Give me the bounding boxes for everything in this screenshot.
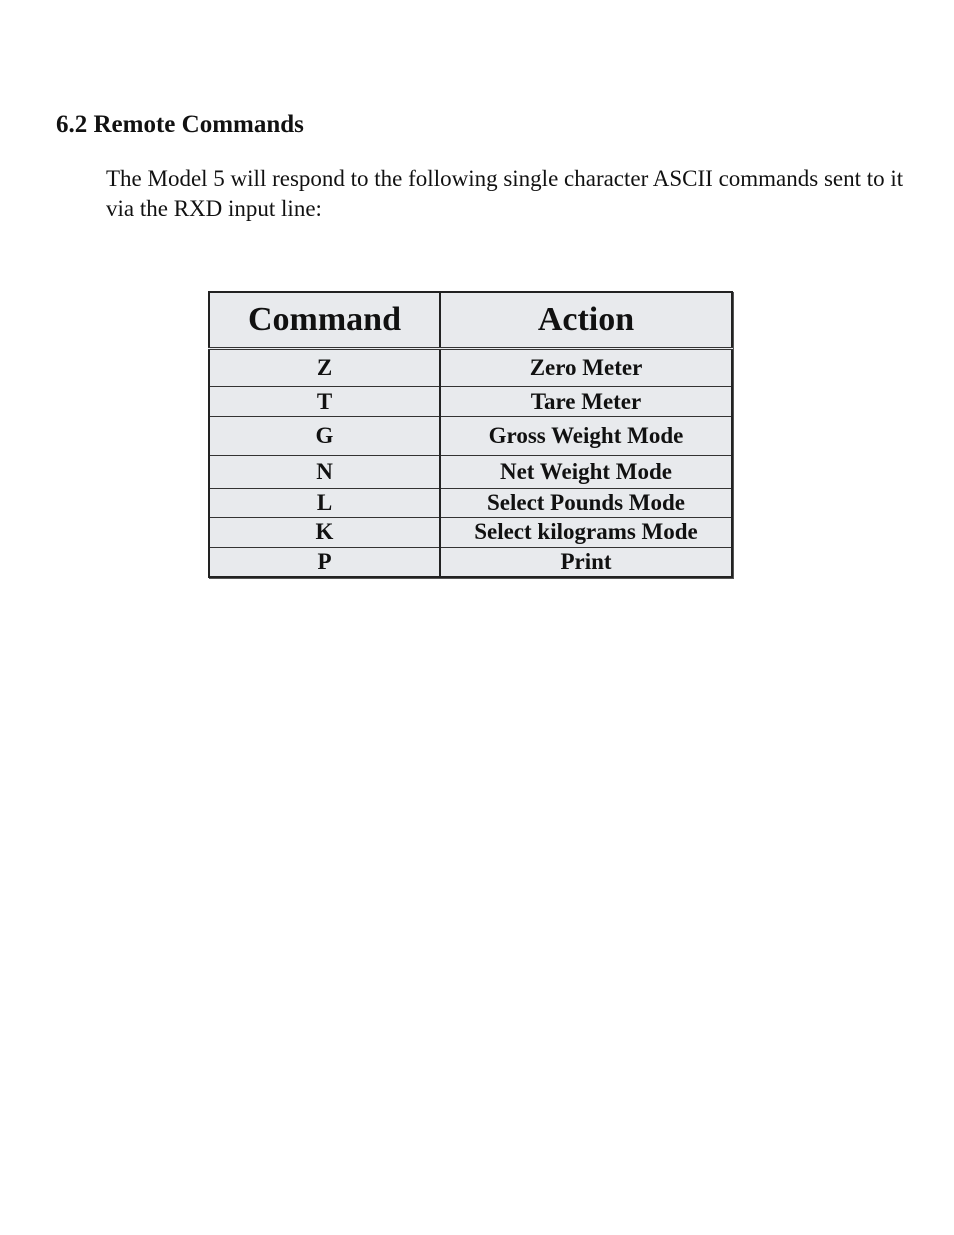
table-row	[209, 547, 732, 577]
table-row	[209, 517, 732, 547]
table-row	[209, 349, 732, 387]
command-cell: L	[209, 488, 440, 517]
section-heading: 6.2 Remote Commands	[56, 111, 304, 138]
command-cell: P	[209, 547, 440, 577]
action-cell: Gross Weight Mode	[440, 417, 732, 456]
remote-commands-table	[208, 291, 733, 578]
table-row	[209, 488, 732, 517]
command-cell: T	[209, 387, 440, 417]
intro-paragraph: The Model 5 will respond to the following single character ASCII commands sent to it via the RXD input line:	[106, 166, 904, 221]
action-cell: Tare Meter	[440, 387, 732, 417]
action-cell: Net Weight Mode	[440, 456, 732, 488]
remote-commands-table-container	[208, 291, 733, 578]
table-row	[209, 417, 732, 456]
action-cell: Select Pounds Mode	[440, 488, 732, 517]
command-column-header: Command	[209, 292, 440, 349]
command-cell: K	[209, 517, 440, 547]
action-cell: Select kilograms Mode	[440, 517, 732, 547]
action-cell: Print	[440, 547, 732, 577]
command-cell: N	[209, 456, 440, 488]
command-cell: G	[209, 417, 440, 456]
table-row	[209, 456, 732, 488]
table-row	[209, 387, 732, 417]
action-cell: Zero Meter	[440, 349, 732, 387]
command-cell: Z	[209, 349, 440, 387]
action-column-header: Action	[440, 292, 732, 349]
table-header-row	[209, 292, 732, 349]
